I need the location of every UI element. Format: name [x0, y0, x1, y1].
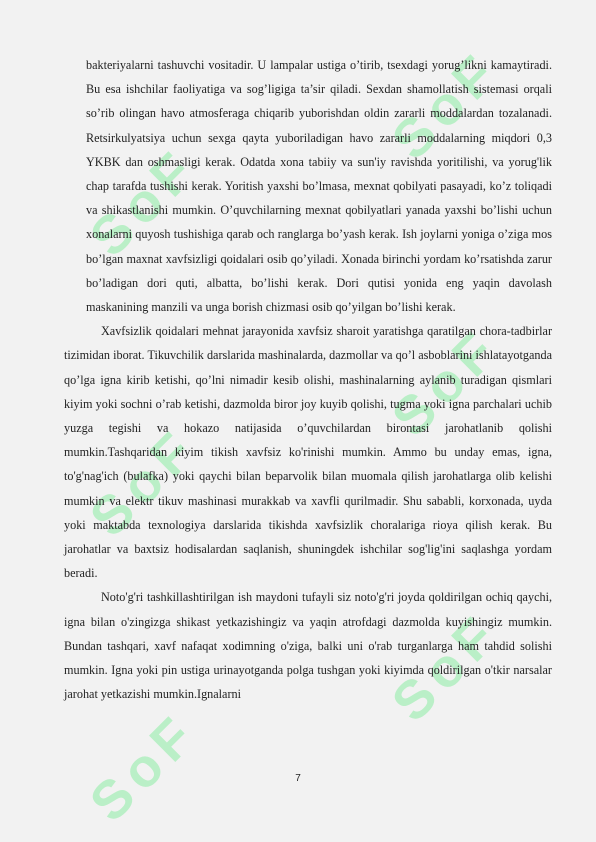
- paragraph: Noto'g'ri tashkillashtirilgan ish maydoni tufayli siz noto'g'ri joyda qoldirilgan ochiq qaychi, igna bilan o'zingizga shikast yetkazishingiz va yaqin atrofdagi dazmolda kuyishingiz mumkin. Bundan tashqari, xavf nafaqat xodimning o'ziga, balki uni o'rab turganlarga ham tahdid solishi mumkin. Igna yoki pin ustiga urinayotganda polga tushgan yoki kiyimda qoldirilgan o'tkir narsalar jarohat yetkazishi mumkin.Ignalarni: [64, 590, 552, 702]
- watermark: SoF: [78, 136, 211, 269]
- paragraph: Xavfsizlik qoidalari mehnat jarayonida xavfsiz sharoit yaratishga qaratilgan chora-tadbirlar tizimidan iborat. Tikuvchilik darslarida mashinalarda, dazmollar va qo’l asboblarini ishlatayotganda qo’lga igna kirib ketishi, qo’lni nimadir kesib olishi, mashinalarning aylanib turadigan qismlari kiyim yoki sochni o’rab ketishi, dazmolda biror joy kuyib qolishi, tugma yoki igna parchalari uchib yuzga tegishi va hokazo natijasida o’quvchilardan birontasi jarohatlanib qolishi mumkin.Tashqaridan kiyim tikish xavfsiz ko'rinishi mumkin. Ammo bu unday emas, igna, to'g'nag'ich (bulafka) yoki qaychi bilan beparvolik bilan muomala qilish jarohatlarga olib kelishi mumkin va elektr tikuv mashinasi murakkab va xavfli qurilmadir. Shu sababli, korxonada, uyda yoki maktabda texnologiya darslarida tikishda xavfsizlik choralariga rioya qilish kerak. Bu jarohatlar va baxtsiz hodisalardan saqlanish, shuningdek ishchilar sog'lig'ini saqlashga yordam beradi.: [64, 324, 552, 581]
- paragraph: bakteriyalarni tashuvchi vositadir. U lampalar ustiga o’tirib, tsexdagi yorug’likni kamaytiradi. Bu esa ishchilar faoliyatiga va sog’ligiga ta’sir qiladi. Sexdan shamollatish sistemasi orqali so’rib olingan havo atmosferaga chiqarib yuborishdan oldin zararli moddalardan tozalanadi. Retsirkulyatsiya uchun sexga qayta yuboriladigan havo zararli moddalarning miqdori 0,3 YKBK dan oshmasligi kerak. Odatda xona tabiiy va sun'iy ravishda yoritilishi, va yorug'lik chap tarafda tushishi kerak. Yoritish yaxshi bo’lmasa, mexnat qobilyati pasayadi, ko’z toliqadi va shikastlanishi mumkin. O’quvchilarning mexnat qobilyatlari yanada yaxshi bo’lishi uchun xonalarni quyosh tushishiga qarab och ranglarga bo’yash kerak. Ish joylarni yoniga o’ziga mos bo’lgan maxnat xavfsizligi qoidalari osib qo’yiladi. Xonada birinchi yordam ko’rsatishda zarur bo’ladigan dori quti, albatta, bo’lishi kerak. Dori qutisi yonida eng yaqin davolash maskanining manzili va unga borish chizmasi osib qo’yilgan bo’lishi kerak.: [86, 58, 552, 315]
- watermark: SoF: [380, 39, 513, 172]
- watermark: SoF: [380, 316, 513, 449]
- page-number: 7: [295, 773, 301, 784]
- body-text: [64, 53, 552, 706]
- watermark: SoF: [380, 601, 513, 734]
- watermark: SoF: [78, 701, 211, 834]
- watermark: SoF: [78, 416, 211, 549]
